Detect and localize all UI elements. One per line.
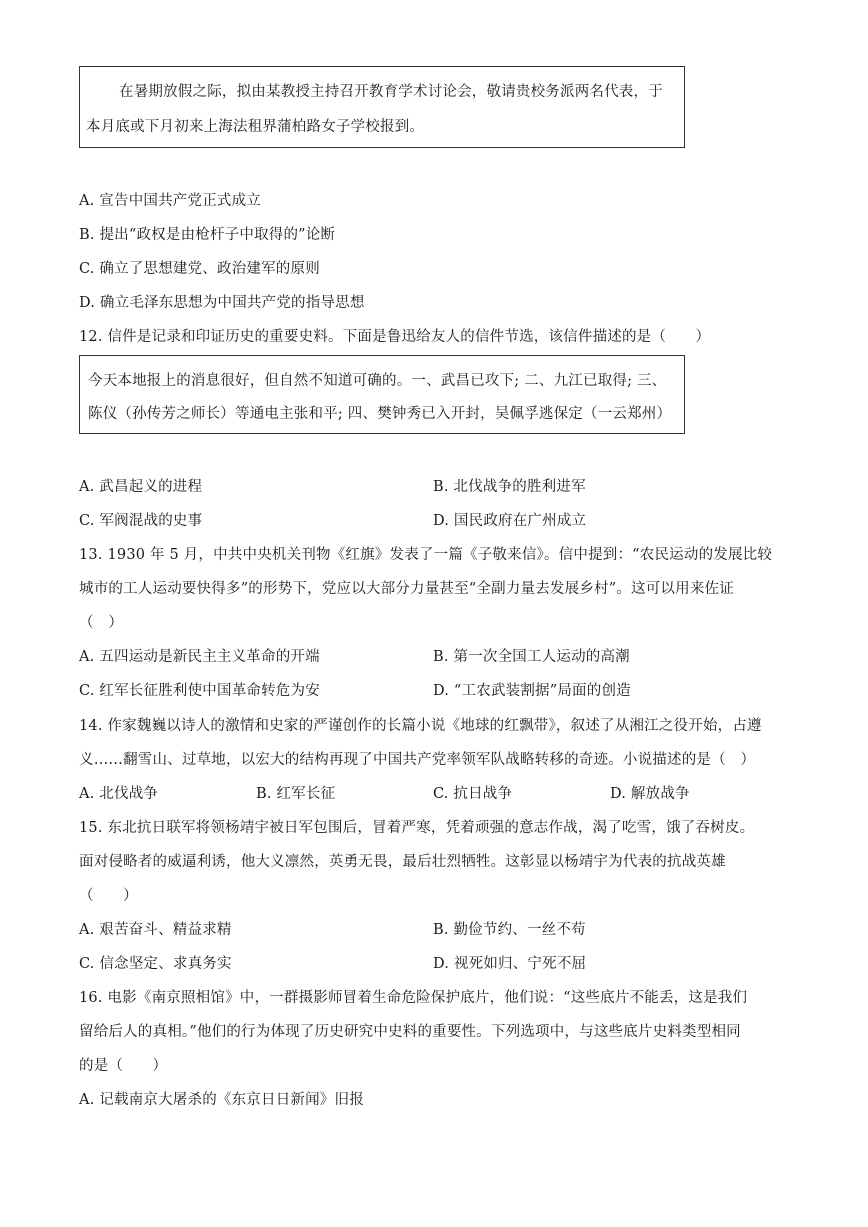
q12-quote-line-2: 陈仪（孙传芳之师长）等通电主张和平; 四、樊钟秀已入开封，吴佩孚逃保定（一云郑州） <box>88 406 672 422</box>
q15-option-b[interactable]: B. 勤俭节约、一丝不苟 <box>433 922 586 938</box>
q13-stem-line-2: 城市的工人运动要快得多”的形势下，党应以大部分力量甚至“全副力量去发展乡村”。这可以用来佐证 <box>79 581 734 597</box>
q11-quote-line-2: 本月底或下月初来上海法租界蒲柏路女子学校报到。 <box>86 119 425 135</box>
q11-quote-box <box>79 66 685 148</box>
q14-stem-line-1: 14. 作家魏巍以诗人的激情和史家的严谨创作的长篇小说《地球的红飘带》，叙述了从湘江之役开始，占遵 <box>79 718 762 734</box>
q13-option-a[interactable]: A. 五四运动是新民主主义革命的开端 <box>79 649 320 665</box>
q15-option-a[interactable]: A. 艰苦奋斗、精益求精 <box>79 922 232 938</box>
q15-option-c[interactable]: C. 信念坚定、求真务实 <box>79 956 232 972</box>
q12-option-b[interactable]: B. 北伐战争的胜利进军 <box>433 479 586 495</box>
q13-stem-line-1: 13. 1930 年 5 月，中共中央机关刊物《红旗》发表了一篇《子敬来信》。信中提到：“农民运动的发展比较 <box>79 547 773 563</box>
q14-option-b[interactable]: B. 红军长征 <box>256 786 336 802</box>
q14-option-c[interactable]: C. 抗日战争 <box>433 786 513 802</box>
q15-stem-line-2: 面对侵略者的威逼利诱，他大义凛然，英勇无畏，最后壮烈牺牲。这彰显以杨靖宇为代表的抗战英雄 <box>79 854 726 870</box>
q13-option-c[interactable]: C. 红军长征胜利使中国革命转危为安 <box>79 683 320 699</box>
q13-option-d[interactable]: D. “工农武装割据”局面的创造 <box>433 683 631 699</box>
q12-quote-box <box>79 355 685 434</box>
q14-option-a[interactable]: A. 北伐战争 <box>79 786 159 802</box>
q14-stem-line-2: 义……翻雪山、过草地，以宏大的结构再现了中国共产党率领军队战略转移的奇迹。小说描述的是（ ） <box>79 752 756 768</box>
q16-option-a[interactable]: A. 记载南京大屠杀的《东京日日新闻》旧报 <box>79 1092 364 1108</box>
q15-stem-line-1: 15. 东北抗日联军将领杨靖宇被日军包围后，冒着严寒，凭着顽强的意志作战，渴了吃雪，饿了吞树皮。 <box>79 820 755 836</box>
q12-option-c[interactable]: C. 军阀混战的史事 <box>79 513 203 529</box>
q16-stem-line-3: 的是（ ） <box>79 1058 168 1074</box>
q16-stem-line-1: 16. 电影《南京照相馆》中，一群摄影师冒着生命危险保护底片，他们说：“这些底片不能丢，这是我们 <box>79 990 748 1006</box>
q12-option-d[interactable]: D. 国民政府在广州成立 <box>433 513 587 529</box>
q12-quote-line-1: 今天本地报上的消息很好，但自然不知道可确的。一、武昌已攻下; 二、九江已取得; 三、 <box>88 373 667 389</box>
q11-option-d[interactable]: D. 确立毛泽东思想为中国共产党的指导思想 <box>79 295 365 311</box>
q15-stem-line-3: （ ） <box>79 888 138 904</box>
q11-option-c[interactable]: C. 确立了思想建党、政治建军的原则 <box>79 261 320 277</box>
q13-stem-line-3: （ ） <box>79 615 124 631</box>
q11-option-a[interactable]: A. 宣告中国共产党正式成立 <box>79 193 261 209</box>
q11-quote-line-1: 在暑期放假之际，拟由某教授主持召开教育学术讨论会，敬请贵校务派两名代表，于 <box>119 84 663 100</box>
q14-option-d[interactable]: D. 解放战争 <box>610 786 690 802</box>
q16-stem-line-2: 留给后人的真相。”他们的行为体现了历史研究中史料的重要性。下列选项中，与这些底片史料类型相同 <box>79 1024 741 1040</box>
q13-option-b[interactable]: B. 第一次全国工人运动的高潮 <box>433 649 630 665</box>
q15-option-d[interactable]: D. 视死如归、宁死不屈 <box>433 956 587 972</box>
q12-stem: 12. 信件是记录和印证历史的重要史料。下面是鲁迅给友人的信件节选，该信件描述的是（ ） <box>79 329 711 345</box>
q12-option-a[interactable]: A. 武昌起义的进程 <box>79 479 203 495</box>
q11-option-b[interactable]: B. 提出“政权是由枪杆子中取得的”论断 <box>79 227 336 243</box>
